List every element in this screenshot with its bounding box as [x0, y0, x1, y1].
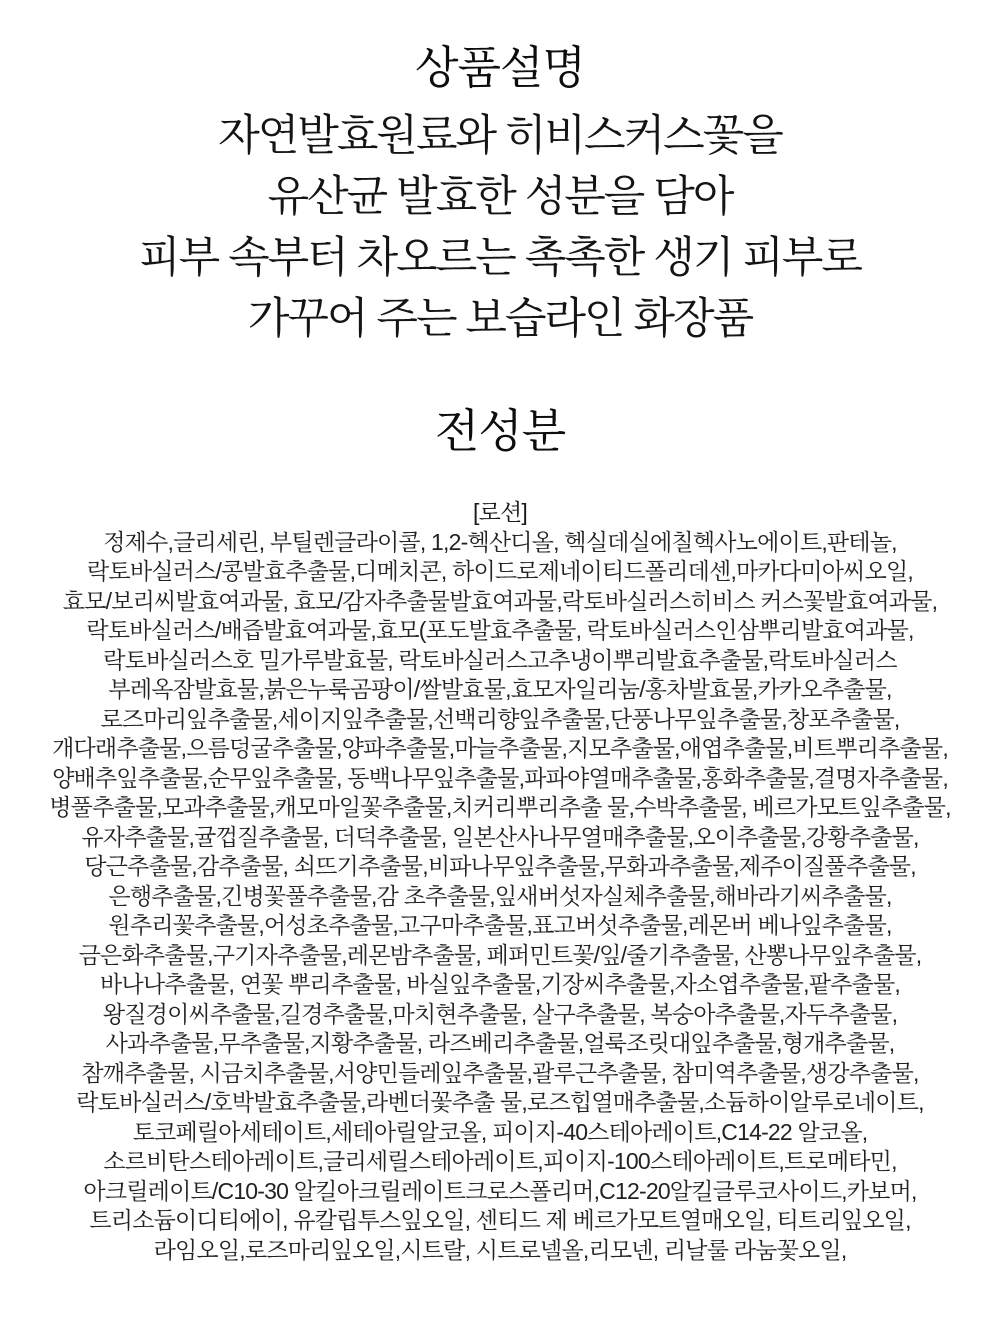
ingredient-line: 양배추잎추출물,순무잎추출물, 동백나무잎추출물,파파야열매추출물,홍화추출물,결명자추출물, [52, 764, 948, 791]
ingredient-line: 토코페릴아세테이트,세테아릴알코올, 피이지-40스테아레이트,C14-22 알코올, [132, 1118, 868, 1145]
ingredient-line: 바나나추출물, 연꽃 뿌리추출물, 바실잎추출물,기장씨추출물,자소엽추출물,팥추출물, [100, 971, 900, 997]
ingredient-line: 부레옥잠발효물,붉은누룩곰팡이/쌀발효물,효모자일리눔/홍차발효물,카카오추출물, [108, 676, 892, 702]
ingredients-heading: 전성분 [434, 405, 566, 457]
description-line: 유산균 발효한 성분을 담아 [267, 173, 733, 221]
ingredient-line: 병풀추출물,모과추출물,캐모마일꽃추출물,치커리뿌리추출 물,수박추출물, 베르가모트잎추출물, [49, 794, 951, 820]
ingredient-line: 락토바실러스/호박발효추출물,라벤더꽃추출 물,로즈힙열매추출물,소듐하이알루로네이트, [76, 1089, 924, 1115]
product-type-label: [로션] [472, 499, 528, 525]
ingredient-line: 락토바실러스호 밀가루발효물, 락토바실러스고추냉이뿌리발효추출물,락토바실러스 [103, 646, 897, 673]
ingredient-line: 참깨추출물, 시금치추출물,서양민들레잎추출물,괄루근추출물, 참미역추출물,생강추출물, [81, 1059, 919, 1086]
ingredient-line: 락토바실러스/배즙발효여과물,효모(포도발효추출물, 락토바실러스인삼뿌리발효여과물, [86, 617, 914, 643]
ingredient-line: 개다래추출물,으름덩굴추출물,양파추출물,마늘추출물,지모추출물,애엽추출물,비트뿌리추출물, [52, 735, 948, 761]
description-line: 피부 속부터 차오르는 촉촉한 생기 피부로 [139, 234, 861, 282]
ingredient-line: 당근추출물,감추출물, 쇠뜨기추출물,비파나무잎추출물,무화과추출물,제주이질풀추출물, [84, 853, 916, 879]
description-line: 자연발효원료와 히비스커스꽃을 [218, 112, 782, 160]
ingredient-line: 금은화추출물,구기자추출물,레몬밤추출물, 페퍼민트꽃/잎/줄기추출물, 산뽕나무잎추출물, [78, 941, 922, 968]
ingredient-line: 원추리꽃추출물,어성초추출물,고구마추출물,표고버섯추출물,레몬버 베나잎추출물, [108, 912, 892, 938]
ingredient-line: 사과추출물,무추출물,지황추출물, 라즈베리추출물,얼룩조릿대잎추출물,형개추출물, [105, 1030, 895, 1056]
ingredient-line: 트리소듐이디티에이, 유칼립투스잎오일, 센티드 제 베르가모트열매오일, 티트리잎오일, [89, 1207, 911, 1233]
ingredients-list [0, 498, 1000, 1265]
ingredient-line: 락토바실러스/콩발효추출물,디메치콘, 하이드로제네이티드폴리데센,마카다미아씨오일, [86, 558, 913, 584]
ingredient-line: 정제수,글리세린, 부틸렌글라이콜, 1,2-헥산디올, 헥실데실에칠헥사노에이트,판테놀, [103, 528, 897, 555]
ingredient-line: 라임오일,로즈마리잎오일,시트랄, 시트로넬올,리모넨, 리날룰 라눔꽃오일, [153, 1236, 847, 1263]
product-description [0, 106, 1000, 350]
ingredient-line: 유자추출물,귤껍질추출물, 더덕추출물, 일본산사나무열매추출물,오이추출물,강황추출물, [81, 823, 919, 850]
description-line: 가꾸어 주는 보습라인 화장품 [247, 295, 753, 343]
ingredient-line: 은행추출물,긴병꽃풀추출물,감 초추출물,잎새버섯자실체추출물,해바라기씨추출물, [108, 882, 892, 909]
ingredient-line: 아크릴레이트/C10-30 알킬아크릴레이트크로스폴리머,C12-20알킬글루코사이드,카보머, [83, 1177, 917, 1204]
ingredient-line: 효모/보리씨발효여과물, 효모/감자추출물발효여과물,락토바실러스히비스 커스꽃발효여과물, [62, 587, 938, 614]
ingredient-line: 소르비탄스테아레이트,글리세릴스테아레이트,피이지-100스테아레이트,트로메타민, [103, 1148, 897, 1174]
page-title: 상품설명 [415, 42, 585, 93]
ingredient-line: 왕질경이씨추출물,길경추출물,마치현추출물, 살구추출물, 복숭아추출물,자두추출물, [102, 1000, 898, 1027]
ingredient-line: 로즈마리잎추출물,세이지잎추출물,선백리향잎추출물,단풍나무잎추출물,창포추출물, [100, 705, 900, 732]
